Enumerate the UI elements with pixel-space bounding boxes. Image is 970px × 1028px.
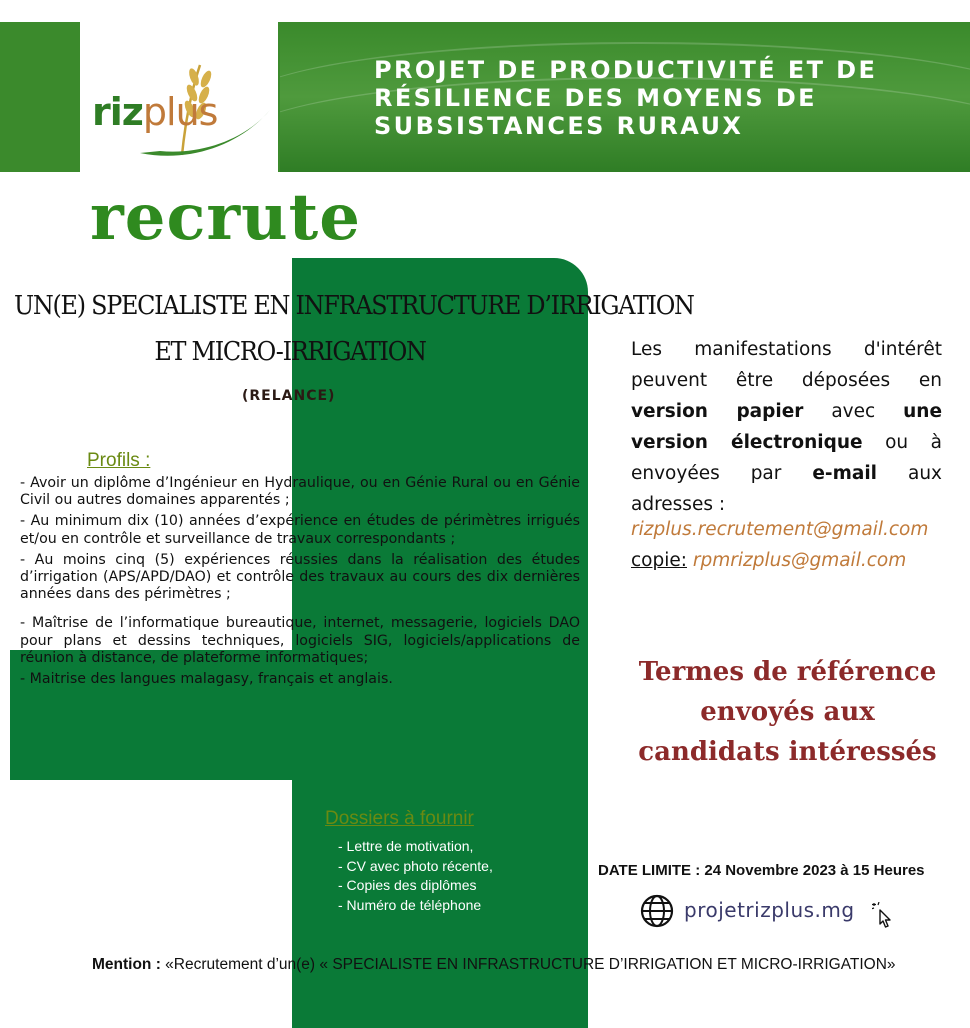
- text-run: ou à envoyées par: [631, 432, 942, 484]
- profil-item: - Avoir un diplôme d’Ingénieur en Hydraulique, ou en Génie Rural ou en Génie Civil ou autres domaines apparentés ;: [20, 475, 580, 509]
- termes-line: envoyés aux: [700, 697, 875, 727]
- profils-heading: Profils :: [87, 450, 151, 471]
- job-title-part: RRIGATION: [290, 337, 426, 367]
- termes-line: Termes de référence: [638, 657, 937, 687]
- job-title-part: UN(E) SPECIALISTE EN INFRA: [14, 291, 372, 321]
- profil-item: - Au minimum dix (10) années d’expérience en études de périmètres irrigués et/ou en contrôle et surveillance de travaux correspondants ;: [20, 513, 580, 547]
- globe-icon: [640, 894, 674, 928]
- headline-recrute: recrute: [90, 180, 361, 255]
- dossier-item: - Lettre de motivation,: [338, 838, 474, 854]
- relance-label: (RELANCE): [242, 388, 336, 404]
- date-limite: [598, 862, 925, 879]
- text-run: Les manifestations d'intérêt peuvent être déposées en: [631, 339, 942, 391]
- project-title-line: PROJET DE PRODUCTIVITÉ ET DE: [374, 56, 878, 84]
- copie-label: copie:: [631, 550, 687, 571]
- manifestations-text: [631, 334, 942, 520]
- dossier-item: - Numéro de téléphone: [338, 896, 482, 913]
- logo-riz: riz: [92, 90, 143, 134]
- top-margin: [0, 0, 970, 22]
- text-bold: une version électronique: [631, 401, 942, 453]
- dossiers-heading: Dossiers à fournir: [325, 808, 474, 829]
- project-title: [374, 56, 964, 140]
- mention: [92, 956, 896, 974]
- email-link-recrutement[interactable]: rizplus.recrutement@gmail.com: [631, 519, 929, 540]
- logo-plus: plus: [142, 90, 218, 134]
- dossiers-list: [338, 837, 493, 915]
- job-title-part: ET MICRO-I: [154, 337, 291, 367]
- text-bold: e-mail: [812, 463, 878, 484]
- profils-list: [20, 475, 580, 692]
- text-run: avec: [803, 401, 904, 422]
- termes-line: candidats intéressés: [638, 737, 937, 767]
- project-title-line: SUBSISTANCES RURAUX: [374, 112, 744, 140]
- profil-item: - Maitrise des langues malagasy, français et anglais.: [20, 671, 393, 688]
- date-limite-label: DATE LIMITE: [598, 862, 692, 879]
- text-bold: version papier: [631, 401, 804, 422]
- project-title-line: RÉSILIENCE DES MOYENS DE: [374, 84, 817, 112]
- text-run: aux adresses :: [631, 463, 943, 515]
- website-link[interactable]: projetrizplus.mg: [684, 898, 855, 922]
- profil-item: - Maîtrise de l’informatique bureautique, internet, messagerie, logiciels DAO pour plans et dessins techniques, logiciels SIG, logiciels/applications de réunion à distance, de plateforme informatiques;: [20, 615, 580, 666]
- email-copie: [631, 550, 906, 571]
- termes-reference: [615, 652, 960, 772]
- mention-text: «Recrutement d’un(e) « SPECIALISTE EN INFRASTRUCTURE D’IRRIGATION ET MICRO-IRRIGATION»: [160, 956, 896, 973]
- date-limite-value: : 24 Novembre 2023 à 15 Heures: [691, 862, 925, 879]
- job-title-part: STRUCTURE D’IRRIGATION: [371, 291, 694, 321]
- email-link-copie[interactable]: rpmrizplus@gmail.com: [687, 550, 907, 571]
- cursor-click-icon: [872, 902, 894, 928]
- profil-item: - Au moins cinq (5) expériences réussies dans la réalisation des études d’irrigation (APS/APD/DAO) et contrôle des travaux au cours des dix dernières années dans des périmètres ;: [20, 551, 580, 603]
- dossier-item: - Copies des diplômes: [338, 877, 477, 893]
- mention-label: Mention :: [92, 956, 161, 973]
- logo: [92, 90, 217, 134]
- dossier-item: - CV avec photo récente,: [338, 857, 493, 874]
- job-title: [14, 283, 694, 375]
